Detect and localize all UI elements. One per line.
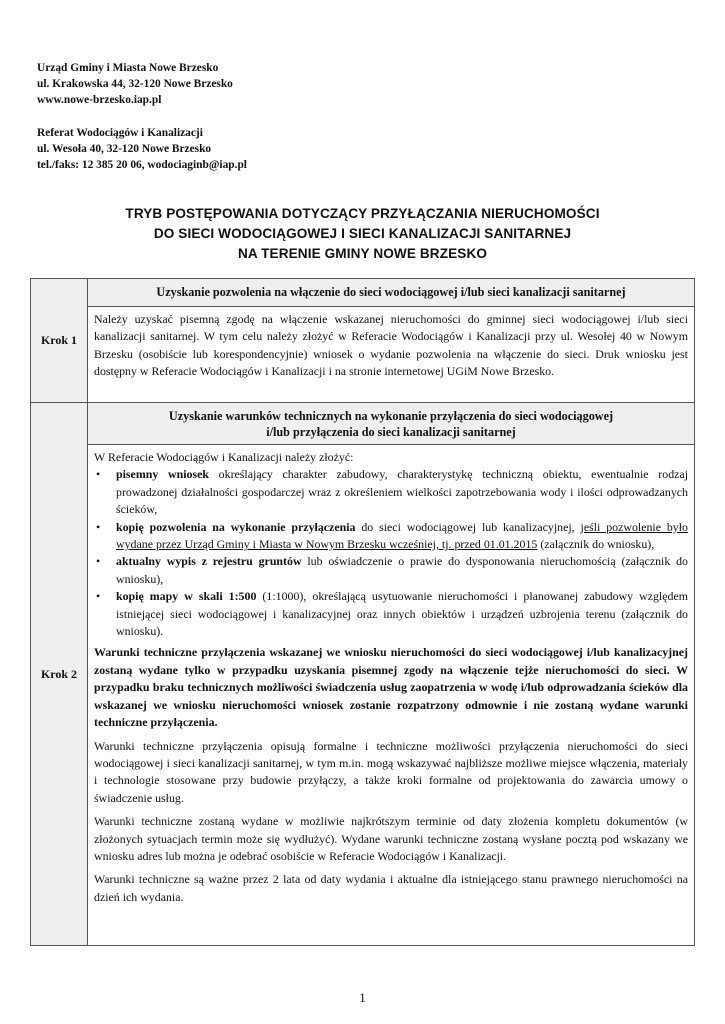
list-item: • aktualny wypis z rejestru gruntów lub oświadczenie o prawie do dysponowania nieruchomością (załącznik do wniosku),	[96, 554, 688, 586]
list-item: • kopię mapy w skali 1:500 (1:1000), określającą usytuowanie nieruchomości i planowanej zabudowy względem istniejącej sieci wodociągowej i kanalizacyjnej oraz innych obiektów i urządzeń uzbrojenia terenu (załącznik do wniosku).	[96, 589, 688, 639]
step-1-label: Krok 1	[31, 279, 88, 403]
issuance-paragraph: Warunki techniczne zostaną wydane w możliwie najkrótszym terminie od daty złożenia kompletu dokumentów (w złożonych sytuacjach termin może się wydłużyć). Wydane warunki techniczne zostaną wysłane pocztą pod wskazany we wniosku adres lub można je odebrać osobiście w Referacie Wodociągów i Kanalizacji.	[94, 814, 688, 863]
step-2-heading-line-2: i/lub przyłączenia do sieci kanalizacji sanitarnej	[266, 425, 516, 439]
step-1-heading: Uzyskanie pozwolenia na włączenie do sieci wodociągowej i/lub sieci kanalizacji sanitarnej	[88, 279, 695, 307]
step-2-content	[88, 445, 695, 946]
dept-address: ul. Wesoła 40, 32-120 Nowe Brzesko	[37, 142, 212, 155]
page-number: 1	[359, 990, 366, 1005]
step-1-description: Należy uzyskać pisemną zgodę na włączenie wskazanej nieruchomości do gminnej sieci wodociągowej i/lub sieci kanalizacji sanitarnej. W tym celu należy złożyć w Referacie Wodociągów i Kanalizacji przy ul. Wesołej 40 w Nowym Brzesku (osobiście lub korespondencyjnie) wniosek o wydanie pozwolenia na włączenie do sieci. Druk wniosku jest dostępny w Referacie Wodociągów i Kanalizacji i na stronie internetowej UGiM Nowe Brzesko.	[88, 307, 695, 403]
step-2-heading-line-1: Uzyskanie warunków technicznych na wykonanie przyłączenia do sieci wodociągowej	[168, 409, 614, 423]
approval-condition-paragraph: Warunki techniczne przyłączenia wskazanej we wniosku nieruchomości do sieci wodociągowej i/lub kanalizacyjnej zostaną wydane tylko w przypadku uzyskania pisemnej zgody na włączenie tejże nieruchomości do sieci. W przypadku braku technicznych możliwości świadczenia usług zaopatrzenia w wodę i/lub odprowadzania ścieków dla wskazanej we wniosku nieruchomości wniosek zostanie rozpatrzony odmownie i nie zostaną wydane warunki techniczne przyłączenia.	[94, 645, 688, 730]
letterhead	[37, 60, 247, 173]
dept-contact: tel./faks: 12 385 20 06, wodociaginb@iap.pl	[37, 159, 247, 172]
list-item: • kopię pozwolenia na wykonanie przyłączenia do sieci wodociągowej lub kanalizacyjnej, jeśli pozwolenie było wydane przez Urząd Gminy i Miasta w Nowym Brzesku wcześniej, tj. przed 01.01.2015 (załącznik do wniosku),	[96, 519, 689, 552]
org-name: Urząd Gminy i Miasta Nowe Brzesko	[37, 62, 219, 74]
title-line-1: TRYB POSTĘPOWANIA DOTYCZĄCY PRZYŁĄCZANIA NIERUCHOMOŚCI	[125, 206, 600, 221]
title-line-3: NA TERENIE GMINY NOWE BRZESKO	[237, 246, 488, 261]
dept-name: Referat Wodociągów i Kanalizacji	[37, 126, 203, 139]
list-item: • pisemny wniosek określający charakter zabudowy, charakterystykę techniczną obiektu, ewentualnie rodzaj prowadzonej działalności gospodarczej wraz z określeniem wielkości zapotrzebowania wody i ilości odprowadzanych ścieków,	[96, 467, 688, 517]
validity-paragraph: Warunki techniczne są ważne przez 2 lata od daty wydania i aktualne dla istniejącego stanu prawnego nieruchomości na dzień ich wydania.	[94, 872, 688, 904]
bullet-icon: •	[96, 519, 101, 534]
conditions-description-paragraph: Warunki techniczne przyłączenia opisują formalne i techniczne możliwości przyłączenia nieruchomości do sieci wodociągowej i sieci kanalizacji sanitarnej, w tym m.in. mogą wskazywać najbliższe możliwe miejsce włączenia, materiały i technologie stosowane przy budowie przyłączy, a także kroki formalne od projektowania do zawarcia umowy o świadczenie usług.	[94, 738, 688, 805]
org-address: ul. Krakowska 44, 32-120 Nowe Brzesko	[37, 78, 233, 91]
required-documents-list	[94, 466, 688, 640]
document-title	[30, 204, 695, 264]
procedure-table	[30, 278, 695, 946]
title-line-2: DO SIECI WODOCIĄGOWEJ I SIECI KANALIZACJI SANITARNEJ	[153, 226, 572, 241]
bullet-icon: •	[96, 554, 101, 569]
bullet-icon: •	[96, 589, 101, 604]
org-website: www.nowe-brzesko.iap.pl	[37, 94, 162, 107]
step-2-intro: W Referacie Wodociągów i Kanalizacji należy złożyć:	[94, 450, 354, 464]
bullet-icon: •	[96, 467, 101, 482]
step-2-label: Krok 2	[31, 403, 88, 946]
step-2-heading	[88, 403, 695, 445]
